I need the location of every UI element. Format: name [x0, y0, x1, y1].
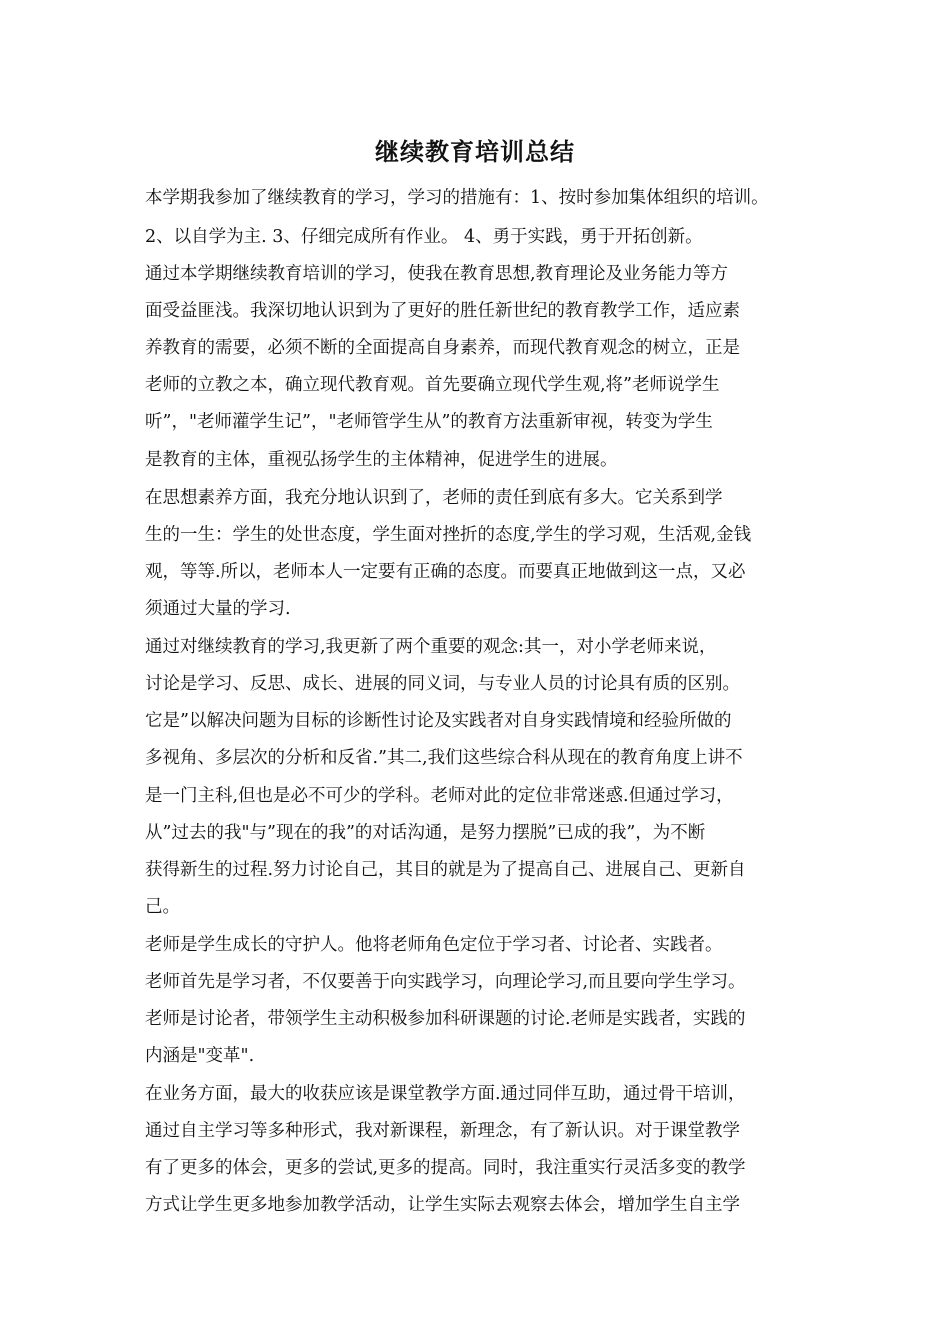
body-line: 2、以自学为主. 3、仔细完成所有作业。 4、勇于实践，勇于开拓创新。 — [145, 227, 703, 247]
body-line: 须通过大量的学习. — [145, 599, 291, 619]
body-line: 通过自主学习等多种形式，我对新课程，新理念，有了新认识。对于课堂教学 — [145, 1121, 740, 1141]
document-title: 继续教育培训总结 — [375, 138, 575, 166]
body-line: 方式让学生更多地参加教学活动，让学生实际去观察去体会，增加学生自主学 — [145, 1195, 740, 1215]
body-line: 在业务方面，最大的收获应该是课堂教学方面.通过同伴互助，通过骨干培训， — [145, 1084, 746, 1104]
body-line: 多视角、多层次的分析和反省.”其二,我们这些综合科从现在的教育角度上讲不 — [145, 748, 743, 768]
body-line: 是教育的主体，重视弘扬学生的主体精神，促进学生的进展。 — [145, 450, 618, 470]
body-line: 老师是讨论者，带领学生主动积极参加科研课题的讨论.老师是实践者，实践的 — [145, 1009, 746, 1029]
body-line: 是一门主科,但也是必不可少的学科。老师对此的定位非常迷惑.但通过学习， — [145, 786, 734, 806]
body-line: 本学期我参加了继续教育的学习，学习的措施有：1、按时参加集体组织的培训。 — [145, 188, 769, 208]
body-line: 它是”以解决问题为目标的诊断性讨论及实践者对自身实践情境和经验所做的 — [145, 711, 732, 731]
body-line: 己。 — [145, 897, 180, 917]
body-line: 讨论是学习、反思、成长、进展的同义词，与专业人员的讨论具有质的区别。 — [145, 674, 740, 694]
body-line: 养教育的需要，必须不断的全面提高自身素养，而现代教育观念的树立，正是 — [145, 338, 740, 358]
body-line: 有了更多的体会，更多的尝试,更多的提高。同时，我注重实行灵活多变的教学 — [145, 1158, 746, 1178]
body-line: 面受益匪浅。我深切地认识到为了更好的胜任新世纪的教育教学工作，适应素 — [145, 301, 740, 321]
body-line: 获得新生的过程.努力讨论自己，其目的就是为了提高自己、进展自己、更新自 — [145, 860, 746, 880]
body-line: 老师是学生成长的守护人。他将老师角色定位于学习者、讨论者、实践者。 — [145, 935, 723, 955]
body-line: 观，等等.所以，老师本人一定要有正确的态度。而要真正地做到这一点，又必 — [145, 562, 746, 582]
body-line: 通过对继续教育的学习,我更新了两个重要的观念:其一，对小学老师来说， — [145, 637, 717, 657]
body-line: 听”，"老师灌学生记”，"老师管学生从”的教育方法重新审视，转变为学生 — [145, 412, 713, 432]
body-line: 从”过去的我"与”现在的我”的对话沟通，是努力摆脱”已成的我”，为不断 — [145, 823, 706, 843]
body-line: 生的一生：学生的处世态度，学生面对挫折的态度,学生的学习观，生活观,金钱 — [145, 525, 752, 545]
body-line: 通过本学期继续教育培训的学习，使我在教育思想,教育理论及业务能力等方 — [145, 264, 729, 284]
body-line: 内涵是"变革". — [145, 1046, 255, 1066]
body-line: 老师首先是学习者，不仅要善于向实践学习，向理论学习,而且要向学生学习。 — [145, 972, 746, 992]
body-line: 在思想素养方面，我充分地认识到了，老师的责任到底有多大。它关系到学 — [145, 488, 723, 508]
body-line: 老师的立教之本，确立现代教育观。首先要确立现代学生观,将”老师说学生 — [145, 375, 720, 395]
